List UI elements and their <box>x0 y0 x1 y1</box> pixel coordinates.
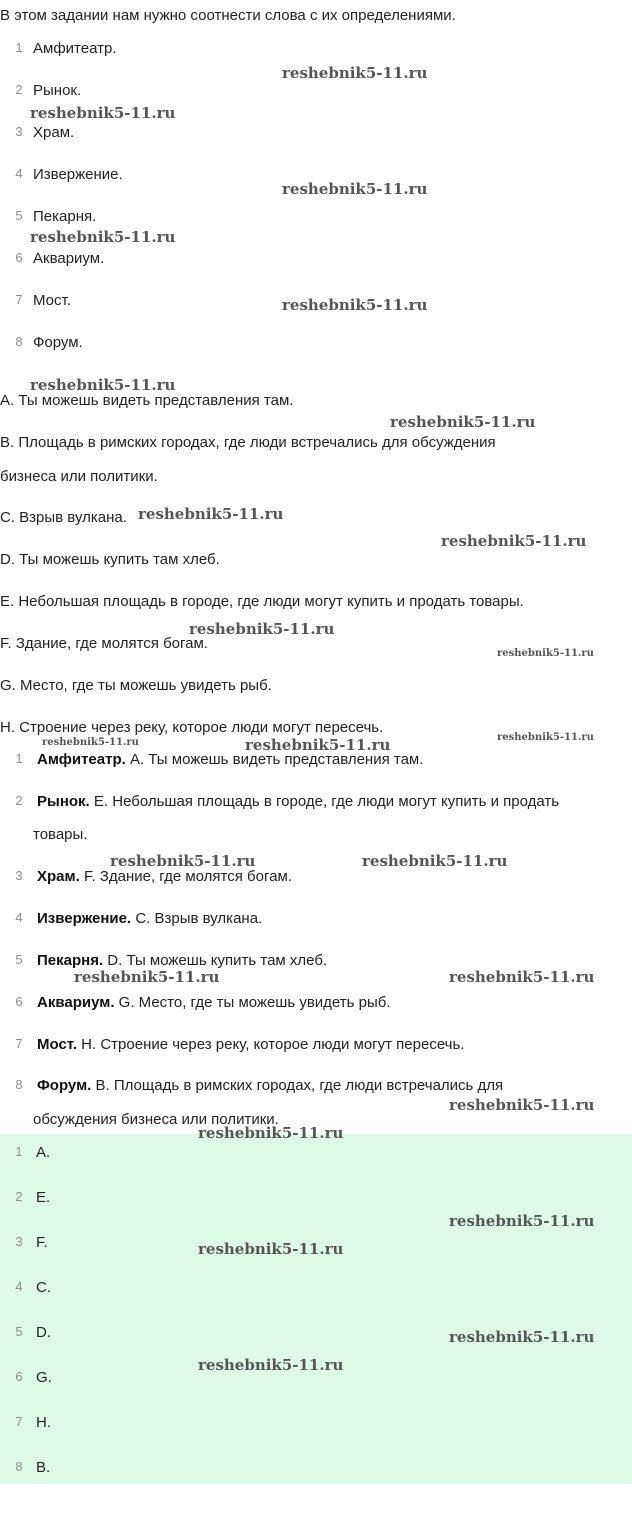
answer-letter: G. <box>36 1369 52 1386</box>
definition-d: D. Ты можешь купить там хлеб. <box>0 551 220 568</box>
word-text: Пекарня. <box>33 208 97 225</box>
answer-letter: A. <box>36 1144 51 1161</box>
item-number: 1 <box>15 1144 23 1159</box>
item-number: 4 <box>15 910 23 925</box>
match-word: Мост. <box>37 1036 77 1053</box>
item-number: 4 <box>15 1279 23 1294</box>
item-number: 7 <box>15 1414 23 1429</box>
item-number: 3 <box>15 1234 23 1249</box>
item-number: 7 <box>15 292 23 307</box>
definition-b: B. Площадь в римских городах, где люди встречались для обсуждения <box>0 434 496 451</box>
watermark: reshebnik5-11.ru <box>30 228 176 246</box>
match-definition-continued: обсуждения бизнеса или политики. <box>33 1111 279 1128</box>
definition-h: H. Строение через реку, которое люди могут пересечь. <box>0 719 384 736</box>
item-number: 3 <box>15 124 23 139</box>
item-number: 1 <box>15 751 23 766</box>
answer-letter: B. <box>36 1459 51 1476</box>
watermark: reshebnik5-11.ru <box>497 648 594 659</box>
watermark: reshebnik5-11.ru <box>441 532 587 550</box>
match-word: Храм. <box>37 868 80 885</box>
item-number: 2 <box>15 793 23 808</box>
match-definition: E. Небольшая площадь в городе, где люди могут купить и продать <box>93 793 560 810</box>
match-word: Аквариум. <box>37 994 115 1011</box>
watermark: reshebnik5-11.ru <box>189 620 335 638</box>
item-number: 2 <box>15 82 23 97</box>
word-text: Аквариум. <box>33 250 105 267</box>
match-definition: B. Площадь в римских городах, где люди встречались для <box>95 1077 504 1094</box>
watermark: reshebnik5-11.ru <box>30 376 176 394</box>
item-number: 5 <box>15 208 23 223</box>
match-definition: D. Ты можешь купить там хлеб. <box>107 952 328 969</box>
definition-a: A. Ты можешь видеть представления там. <box>0 392 294 409</box>
watermark: reshebnik5-11.ru <box>198 1356 344 1374</box>
watermark: reshebnik5-11.ru <box>362 852 508 870</box>
match-word: Пекарня. <box>37 952 104 969</box>
match-word: Амфитеатр. <box>37 751 126 768</box>
answer-panel <box>0 1134 632 1484</box>
item-number: 3 <box>15 868 23 883</box>
watermark: reshebnik5-11.ru <box>449 1212 595 1230</box>
match-definition-continued: товары. <box>33 826 88 843</box>
item-number: 2 <box>15 1189 23 1204</box>
watermark: reshebnik5-11.ru <box>449 968 595 986</box>
item-number: 5 <box>15 952 23 967</box>
item-number: 5 <box>15 1324 23 1339</box>
word-text: Храм. <box>33 124 75 141</box>
answer-letter: E. <box>36 1189 51 1206</box>
definition-f: F. Здание, где молятся богам. <box>0 635 208 652</box>
item-number: 4 <box>15 166 23 181</box>
definition-g: G. Место, где ты можешь увидеть рыб. <box>0 677 272 694</box>
answer-letter: C. <box>36 1279 51 1296</box>
word-text: Мост. <box>33 292 71 309</box>
word-text: Амфитеатр. <box>33 40 117 57</box>
item-number: 8 <box>15 1077 23 1092</box>
watermark: reshebnik5-11.ru <box>30 104 176 122</box>
word-text: Извержение. <box>33 166 123 183</box>
definition-b-continued: бизнеса или политики. <box>0 468 158 485</box>
watermark: reshebnik5-11.ru <box>74 968 220 986</box>
watermark: reshebnik5-11.ru <box>497 732 594 743</box>
answer-letter: D. <box>36 1324 51 1341</box>
watermark: reshebnik5-11.ru <box>282 296 428 314</box>
definition-c: C. Взрыв вулкана. <box>0 509 127 526</box>
match-definition: G. Место, где ты можешь увидеть рыб. <box>118 994 391 1011</box>
item-number: 8 <box>15 334 23 349</box>
watermark: reshebnik5-11.ru <box>390 413 536 431</box>
match-word: Рынок. <box>37 793 90 810</box>
watermark: reshebnik5-11.ru <box>449 1328 595 1346</box>
match-definition: F. Здание, где молятся богам. <box>83 868 292 885</box>
match-word: Форум. <box>37 1077 92 1094</box>
watermark: reshebnik5-11.ru <box>282 180 428 198</box>
watermark: reshebnik5-11.ru <box>42 737 139 748</box>
watermark: reshebnik5-11.ru <box>110 852 256 870</box>
watermark: reshebnik5-11.ru <box>138 505 284 523</box>
watermark: reshebnik5-11.ru <box>198 1124 344 1142</box>
intro-text: В этом задании нам нужно соотнести слова с их определениями. <box>0 7 456 24</box>
word-text: Форум. <box>33 334 83 351</box>
match-definition: A. Ты можешь видеть представления там. <box>129 751 424 768</box>
item-number: 8 <box>15 1459 23 1474</box>
item-number: 6 <box>15 994 23 1009</box>
item-number: 6 <box>15 1369 23 1384</box>
watermark: reshebnik5-11.ru <box>245 736 391 754</box>
word-text: Рынок. <box>33 82 82 99</box>
watermark: reshebnik5-11.ru <box>282 64 428 82</box>
answer-letter: H. <box>36 1414 51 1431</box>
item-number: 1 <box>15 40 23 55</box>
match-definition: C. Взрыв вулкана. <box>135 910 263 927</box>
watermark: reshebnik5-11.ru <box>198 1240 344 1258</box>
match-word: Извержение. <box>37 910 132 927</box>
item-number: 6 <box>15 250 23 265</box>
answer-letter: F. <box>36 1234 48 1251</box>
item-number: 7 <box>15 1036 23 1051</box>
match-definition: H. Строение через реку, которое люди могут пересечь. <box>81 1036 465 1053</box>
definition-e: E. Небольшая площадь в городе, где люди могут купить и продать товары. <box>0 593 524 610</box>
watermark: reshebnik5-11.ru <box>449 1096 595 1114</box>
